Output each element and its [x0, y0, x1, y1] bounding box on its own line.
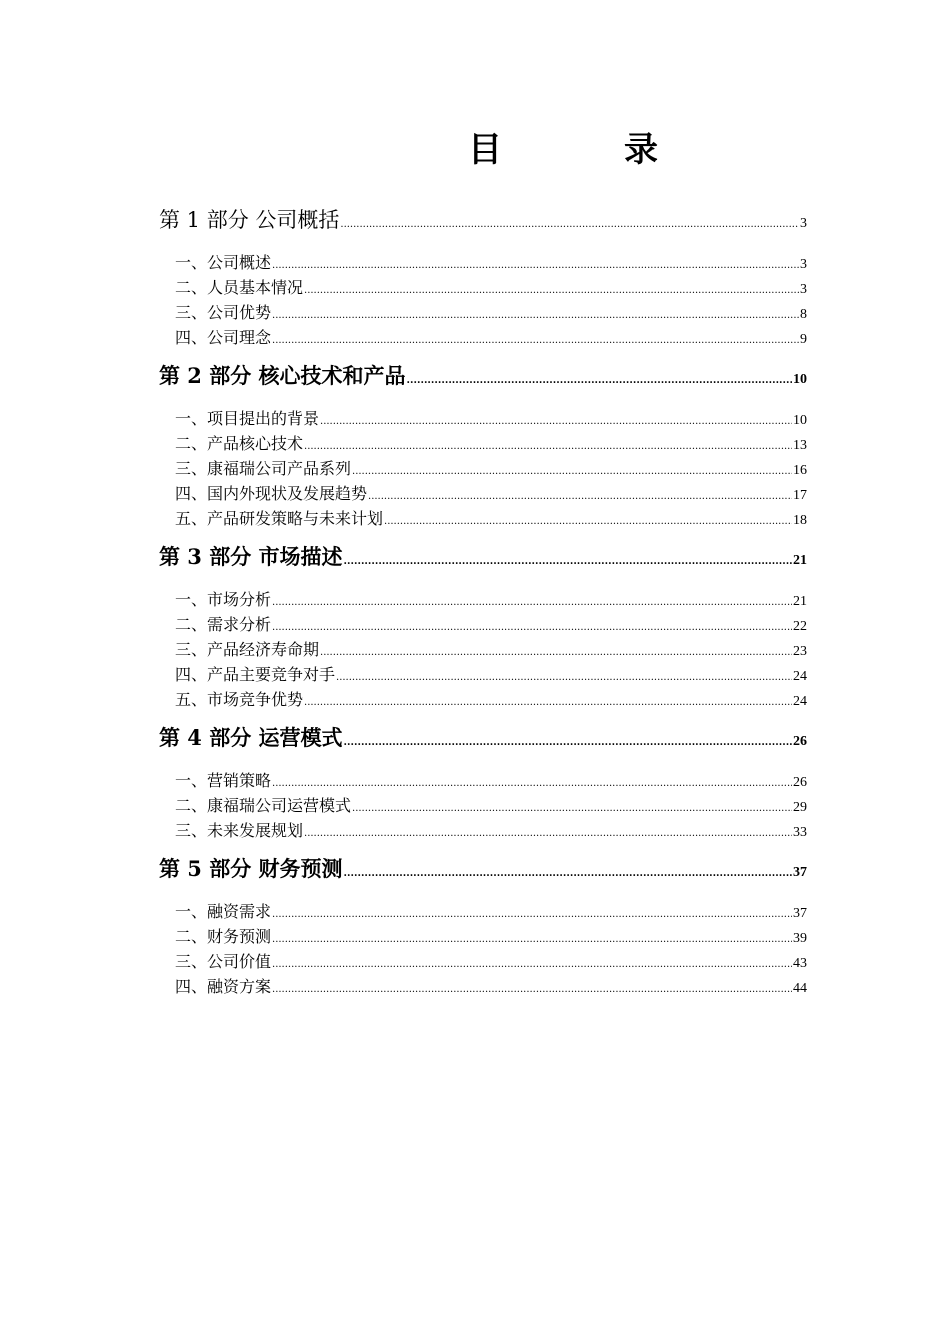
toc-entry[interactable] — [159, 949, 807, 974]
page-number: 24 — [793, 694, 807, 709]
dot-leader — [272, 597, 792, 608]
page-number: 21 — [793, 553, 807, 568]
page-number: 16 — [793, 463, 807, 478]
section-title: 第 3 部分 市场描述 — [159, 544, 343, 569]
toc-entry[interactable] — [159, 974, 807, 999]
page-number: 26 — [793, 775, 807, 790]
dot-leader — [272, 984, 792, 995]
toc-entry[interactable] — [159, 250, 807, 275]
dot-leader — [344, 556, 792, 567]
dot-leader — [384, 516, 792, 527]
toc-section — [159, 853, 807, 999]
toc-entry[interactable] — [159, 431, 807, 456]
toc-section-heading[interactable] — [159, 360, 807, 396]
toc-section — [159, 360, 807, 531]
toc-section-heading[interactable] — [159, 541, 807, 577]
dot-leader — [340, 219, 799, 230]
dot-leader — [304, 828, 792, 839]
toc-entry[interactable] — [159, 768, 807, 793]
dot-leader — [272, 959, 792, 970]
page-number: 39 — [793, 931, 807, 946]
page-number: 10 — [793, 372, 807, 387]
toc-entry[interactable] — [159, 687, 807, 712]
entry-title: 三、产品经济寿命期 — [175, 640, 320, 659]
section-title: 第 1 部分 公司概括 — [159, 208, 340, 232]
entry-title: 四、产品主要竞争对手 — [175, 665, 336, 684]
toc-section-heading[interactable] — [159, 853, 807, 889]
entry-title: 三、未来发展规划 — [175, 821, 304, 840]
entry-title: 五、产品研发策略与未来计划 — [175, 509, 384, 528]
toc-entry[interactable] — [159, 612, 807, 637]
section-title: 第 5 部分 财务预测 — [159, 856, 343, 881]
dot-leader — [352, 466, 792, 477]
dot-leader — [407, 375, 792, 386]
entry-title: 二、产品核心技术 — [175, 434, 304, 453]
page-number: 9 — [800, 332, 807, 347]
section-title: 第 4 部分 运营模式 — [159, 725, 343, 750]
page-number: 22 — [793, 619, 807, 634]
table-of-contents — [159, 204, 807, 1009]
toc-entry[interactable] — [159, 793, 807, 818]
toc-section — [159, 541, 807, 712]
toc-section — [159, 722, 807, 843]
page-number: 18 — [793, 513, 807, 528]
page-number: 24 — [793, 669, 807, 684]
page-number: 43 — [793, 956, 807, 971]
page-number: 37 — [793, 906, 807, 921]
dot-leader — [368, 491, 792, 502]
page-number: 44 — [793, 981, 807, 996]
entry-title: 二、财务预测 — [175, 927, 272, 946]
page-number: 10 — [793, 413, 807, 428]
entry-title: 三、康福瑞公司产品系列 — [175, 459, 352, 478]
toc-entry[interactable] — [159, 587, 807, 612]
toc-section-heading[interactable] — [159, 204, 807, 240]
toc-entry[interactable] — [159, 924, 807, 949]
toc-entry[interactable] — [159, 325, 807, 350]
toc-entry[interactable] — [159, 406, 807, 431]
entry-title: 三、公司优势 — [175, 303, 272, 322]
entry-title: 四、公司理念 — [175, 328, 272, 347]
page-number: 21 — [793, 594, 807, 609]
dot-leader — [272, 622, 792, 633]
toc-entry[interactable] — [159, 818, 807, 843]
dot-leader — [320, 416, 792, 427]
entry-title: 五、市场竞争优势 — [175, 690, 304, 709]
page-number: 13 — [793, 438, 807, 453]
dot-leader — [344, 868, 792, 879]
page-number: 26 — [793, 734, 807, 749]
toc-section-heading[interactable] — [159, 722, 807, 758]
page-number: 8 — [800, 307, 807, 322]
dot-leader — [272, 909, 792, 920]
dot-leader — [272, 335, 799, 346]
entry-title: 三、公司价值 — [175, 952, 272, 971]
dot-leader — [344, 737, 792, 748]
toc-entry[interactable] — [159, 899, 807, 924]
dot-leader — [336, 672, 792, 683]
page-number: 17 — [793, 488, 807, 503]
entry-title: 一、营销策略 — [175, 771, 272, 790]
page-number: 23 — [793, 644, 807, 659]
entry-title: 一、市场分析 — [175, 590, 272, 609]
toc-entry[interactable] — [159, 662, 807, 687]
toc-entry[interactable] — [159, 637, 807, 662]
page-number: 3 — [800, 257, 807, 272]
dot-leader — [272, 934, 792, 945]
dot-leader — [272, 778, 792, 789]
entry-title: 一、公司概述 — [175, 253, 272, 272]
entry-title: 二、需求分析 — [175, 615, 272, 634]
toc-section — [159, 204, 807, 350]
entry-title: 一、项目提出的背景 — [175, 409, 320, 428]
dot-leader — [304, 441, 792, 452]
dot-leader — [320, 647, 792, 658]
toc-entry[interactable] — [159, 275, 807, 300]
toc-entry[interactable] — [159, 481, 807, 506]
toc-entry[interactable] — [159, 456, 807, 481]
entry-title: 四、融资方案 — [175, 977, 272, 996]
dot-leader — [304, 285, 799, 296]
dot-leader — [352, 803, 792, 814]
page-number: 3 — [800, 282, 807, 297]
toc-entry[interactable] — [159, 506, 807, 531]
dot-leader — [272, 260, 799, 271]
dot-leader — [304, 697, 792, 708]
entry-title: 二、人员基本情况 — [175, 278, 304, 297]
toc-title: 目 录 — [468, 130, 702, 170]
section-title: 第 2 部分 核心技术和产品 — [159, 363, 406, 388]
page-number: 29 — [793, 800, 807, 815]
entry-title: 一、融资需求 — [175, 902, 272, 921]
page-number: 33 — [793, 825, 807, 840]
page-number: 37 — [793, 865, 807, 880]
toc-entry[interactable] — [159, 300, 807, 325]
page-number: 3 — [800, 216, 807, 231]
entry-title: 四、国内外现状及发展趋势 — [175, 484, 368, 503]
entry-title: 二、康福瑞公司运营模式 — [175, 796, 352, 815]
dot-leader — [272, 310, 799, 321]
